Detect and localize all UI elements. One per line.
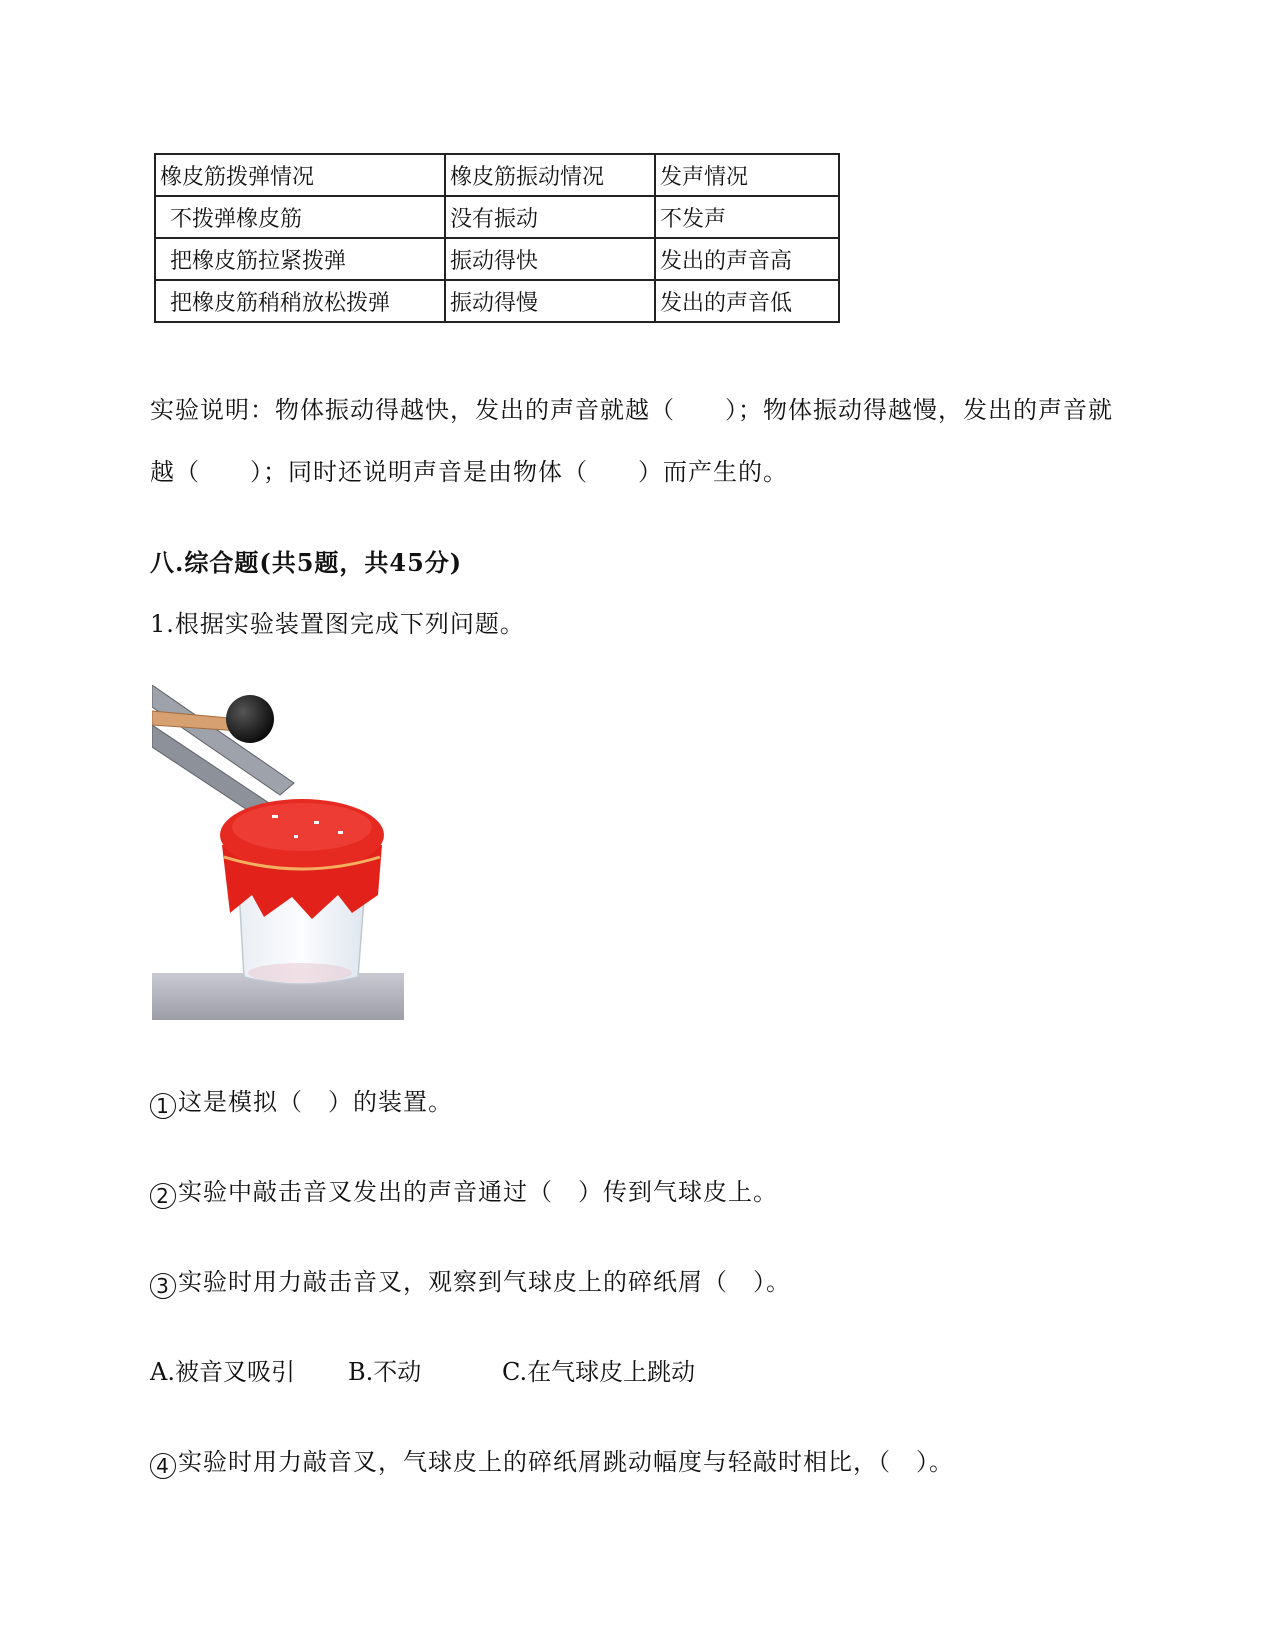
sub-question-text: 实验时用力敲音叉，气球皮上的碎纸屑跳动幅度与轻敲时相比，（ ）。: [178, 1448, 954, 1476]
table-header-cell: 发声情况: [655, 154, 839, 196]
sub-question-4: [150, 1442, 954, 1479]
circled-number: 3: [150, 1273, 176, 1299]
sub-question-3: [150, 1262, 791, 1299]
question-1: 1.根据实验装置图完成下列问题。: [150, 610, 525, 638]
sub-question-1: [150, 1082, 453, 1119]
table-cell: 发出的声音高: [655, 238, 839, 280]
sub-question-text: 实验中敲击音叉发出的声音通过（ ）传到气球皮上。: [178, 1178, 778, 1206]
section-heading: 八.综合题(共5题，共45分): [150, 548, 463, 577]
table-header-cell: 橡皮筋拨弹情况: [155, 154, 445, 196]
sub-question-text: 实验时用力敲击音叉，观察到气球皮上的碎纸屑（ ）。: [178, 1268, 791, 1296]
table-cell: 把橡皮筋拉紧拨弹: [155, 238, 445, 280]
table-cell: 不发声: [655, 196, 839, 238]
sub-question-2: [150, 1172, 778, 1209]
circled-number: 2: [150, 1183, 176, 1209]
table-cell: 把橡皮筋稍稍放松拨弹: [155, 280, 445, 322]
table-header-row: [155, 154, 839, 196]
table-row: [155, 238, 839, 280]
option-a: A.被音叉吸引: [150, 1358, 295, 1386]
circled-number: 4: [150, 1453, 176, 1479]
tuning-fork-illustration: [152, 685, 404, 1020]
explanation-line-2: 越（ ）；同时还说明声音是由物体（ ）而产生的。: [150, 458, 788, 486]
table-cell: 不拨弹橡皮筋: [155, 196, 445, 238]
table-row: [155, 280, 839, 322]
experiment-table: [154, 153, 840, 323]
table-cell: 没有振动: [445, 196, 655, 238]
sub-question-text: 这是模拟（ ）的装置。: [178, 1088, 453, 1116]
circled-number: 1: [150, 1093, 176, 1119]
option-b: B.不动: [348, 1358, 422, 1386]
table-cell: 振动得慢: [445, 280, 655, 322]
table-header-cell: 橡皮筋振动情况: [445, 154, 655, 196]
option-c: C.在气球皮上跳动: [502, 1358, 696, 1386]
tuning-fork-figure: [152, 685, 404, 1020]
table-row: [155, 196, 839, 238]
explanation-line-1: 实验说明：物体振动得越快，发出的声音就越（ ）；物体振动得越慢，发出的声音就: [150, 396, 1113, 424]
table-cell: 发出的声音低: [655, 280, 839, 322]
table-cell: 振动得快: [445, 238, 655, 280]
